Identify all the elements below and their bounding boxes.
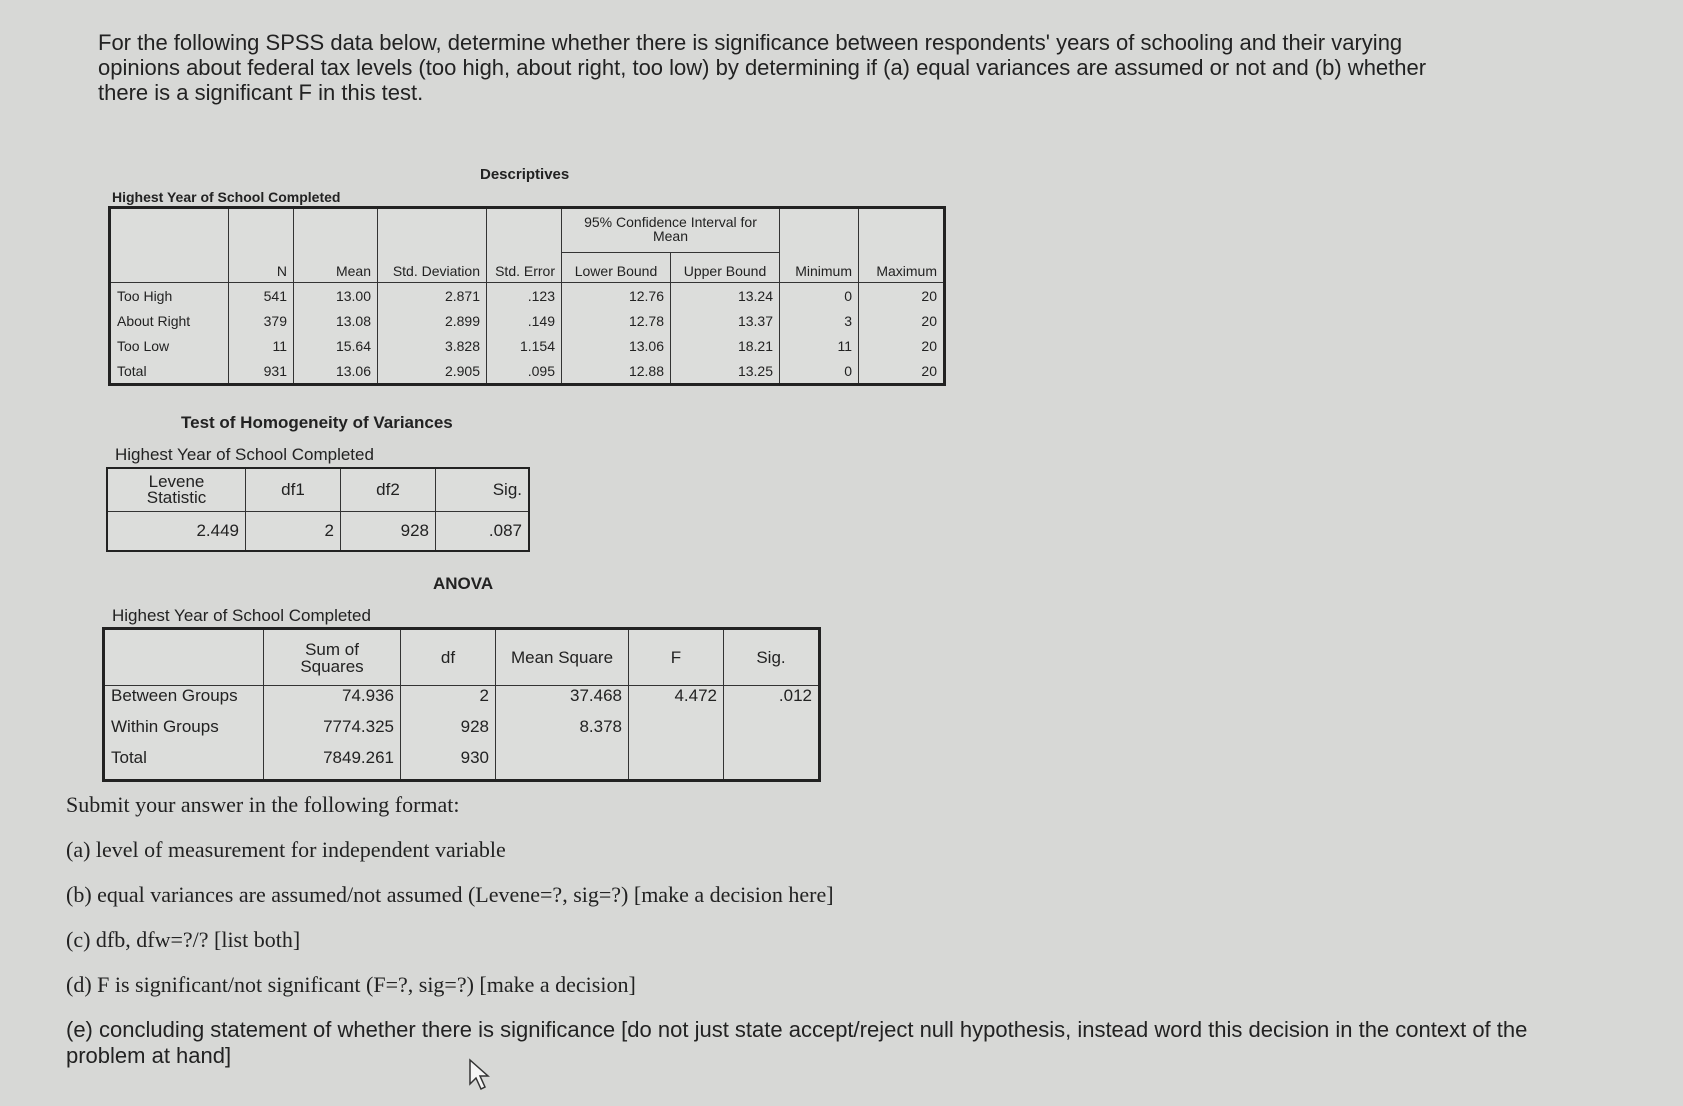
mouse-pointer-icon xyxy=(468,1058,492,1092)
levene-header-statistic xyxy=(107,468,246,512)
cell-df: 930 xyxy=(401,748,496,781)
cell-lb: 12.76 xyxy=(562,283,671,309)
instruction-b: (b) equal variances are assumed/not assumed (Levene=?, sig=?) [make a decision here] xyxy=(66,882,834,907)
cell-se: .123 xyxy=(487,283,562,309)
anova-header-f: F xyxy=(629,629,724,686)
anova-header-ss-label: Sum of Squares xyxy=(300,639,364,676)
cell-se: .095 xyxy=(487,358,562,385)
cell-sd: 2.899 xyxy=(378,308,487,333)
table-row xyxy=(110,308,945,333)
desc-header-ci xyxy=(562,208,780,253)
cell-f: 4.472 xyxy=(629,686,724,718)
table-row xyxy=(104,748,820,781)
cell-ub: 13.24 xyxy=(671,283,780,309)
table-row xyxy=(104,686,820,718)
levene-header-row xyxy=(107,468,529,512)
cell-ss: 7774.325 xyxy=(264,717,401,748)
cell-min: 11 xyxy=(780,333,859,358)
cell-min: 0 xyxy=(780,358,859,385)
instruction-a: (a) level of measurement for independent variable xyxy=(66,837,506,862)
desc-header-mean: Mean xyxy=(294,208,378,283)
cell-mean: 13.00 xyxy=(294,283,378,309)
cell-min: 0 xyxy=(780,283,859,309)
desc-header-min: Minimum xyxy=(780,208,859,283)
cell-max: 20 xyxy=(859,333,945,358)
cell-sd: 2.905 xyxy=(378,358,487,385)
desc-header-se: Std. Error xyxy=(487,208,562,283)
row-label: Too High xyxy=(110,283,229,309)
anova-header-df: df xyxy=(401,629,496,686)
row-label: Within Groups xyxy=(104,717,264,748)
levene-table xyxy=(106,467,530,552)
cell-df: 928 xyxy=(401,717,496,748)
desc-header-lower: Lower Bound xyxy=(562,253,671,283)
table-row xyxy=(104,717,820,748)
cell-lb: 12.88 xyxy=(562,358,671,385)
cell-ss: 7849.261 xyxy=(264,748,401,781)
table-row xyxy=(110,358,945,385)
levene-title: Test of Homogeneity of Variances xyxy=(181,413,453,432)
levene-header-statistic-label: Levene Statistic xyxy=(146,472,207,507)
cell-n: 11 xyxy=(229,333,294,358)
desc-header-n: N xyxy=(229,208,294,283)
levene-df1-value: 2 xyxy=(246,512,341,552)
cell-n: 931 xyxy=(229,358,294,385)
levene-header-df2: df2 xyxy=(341,468,436,512)
cell-lb: 13.06 xyxy=(562,333,671,358)
cell-se: 1.154 xyxy=(487,333,562,358)
anova-header-blank xyxy=(104,629,264,686)
anova-header-ss xyxy=(264,629,401,686)
desc-header-upper: Upper Bound xyxy=(671,253,780,283)
cell-sig: .012 xyxy=(724,686,820,718)
desc-header-max: Maximum xyxy=(859,208,945,283)
cell-mean: 15.64 xyxy=(294,333,378,358)
row-label: About Right xyxy=(110,308,229,333)
cell-sd: 3.828 xyxy=(378,333,487,358)
instruction-d: (d) F is significant/not significant (F=?, sig=?) [make a decision] xyxy=(66,972,636,997)
cell-ub: 13.37 xyxy=(671,308,780,333)
cell-max: 20 xyxy=(859,308,945,333)
levene-statistic-value: 2.449 xyxy=(107,512,246,552)
cell-ss: 74.936 xyxy=(264,686,401,718)
instructions-intro: Submit your answer in the following format: xyxy=(66,792,460,817)
cell-f xyxy=(629,748,724,781)
cell-ms xyxy=(496,748,629,781)
cell-df: 2 xyxy=(401,686,496,718)
anova-title: ANOVA xyxy=(433,574,494,593)
descriptives-table xyxy=(108,206,946,386)
cell-ms: 37.468 xyxy=(496,686,629,718)
answer-instructions xyxy=(66,792,1546,1088)
cell-n: 541 xyxy=(229,283,294,309)
table-row xyxy=(110,333,945,358)
anova-header-sig: Sig. xyxy=(724,629,820,686)
cell-sig xyxy=(724,748,820,781)
levene-header-sig: Sig. xyxy=(436,468,530,512)
anova-table xyxy=(102,627,821,782)
instruction-c: (c) dfb, dfw=?/? [list both] xyxy=(66,927,301,952)
table-row xyxy=(107,512,529,552)
row-label: Total xyxy=(104,748,264,781)
levene-subtitle: Highest Year of School Completed xyxy=(115,445,374,464)
cell-f xyxy=(629,717,724,748)
cell-ub: 18.21 xyxy=(671,333,780,358)
anova-header-row xyxy=(104,629,820,686)
cell-ub: 13.25 xyxy=(671,358,780,385)
table-row xyxy=(110,283,945,309)
cell-min: 3 xyxy=(780,308,859,333)
cell-ms: 8.378 xyxy=(496,717,629,748)
cell-se: .149 xyxy=(487,308,562,333)
descriptives-header-row-1 xyxy=(110,208,945,253)
anova-header-ms: Mean Square xyxy=(496,629,629,686)
cell-max: 20 xyxy=(859,358,945,385)
desc-header-ci-label: 95% Confidence Interval for Mean xyxy=(584,214,757,244)
row-label: Between Groups xyxy=(104,686,264,718)
levene-df2-value: 928 xyxy=(341,512,436,552)
cell-n: 379 xyxy=(229,308,294,333)
cell-mean: 13.08 xyxy=(294,308,378,333)
desc-header-sd: Std. Deviation xyxy=(378,208,487,283)
descriptives-title: Descriptives xyxy=(480,166,570,183)
cell-mean: 13.06 xyxy=(294,358,378,385)
desc-header-blank xyxy=(110,208,229,283)
anova-subtitle: Highest Year of School Completed xyxy=(112,606,371,625)
cell-lb: 12.78 xyxy=(562,308,671,333)
row-label: Total xyxy=(110,358,229,385)
cell-sd: 2.871 xyxy=(378,283,487,309)
question-text: For the following SPSS data below, determine whether there is significance between respondents' years of schooling and their varying opinions about federal tax levels (too high, about right, too low) by determining if (a) equal variances are assumed or not and (b) whether there is a significant F in this test. xyxy=(98,30,1427,105)
instruction-e: (e) concluding statement of whether there is significance [do not just state accept/reject null hypothesis, instead word this decision in the context of the problem at hand] xyxy=(66,1017,1528,1068)
row-label: Too Low xyxy=(110,333,229,358)
cell-sig xyxy=(724,717,820,748)
descriptives-subtitle: Highest Year of School Completed xyxy=(112,189,341,205)
cell-max: 20 xyxy=(859,283,945,309)
levene-sig-value: .087 xyxy=(436,512,530,552)
levene-header-df1: df1 xyxy=(246,468,341,512)
